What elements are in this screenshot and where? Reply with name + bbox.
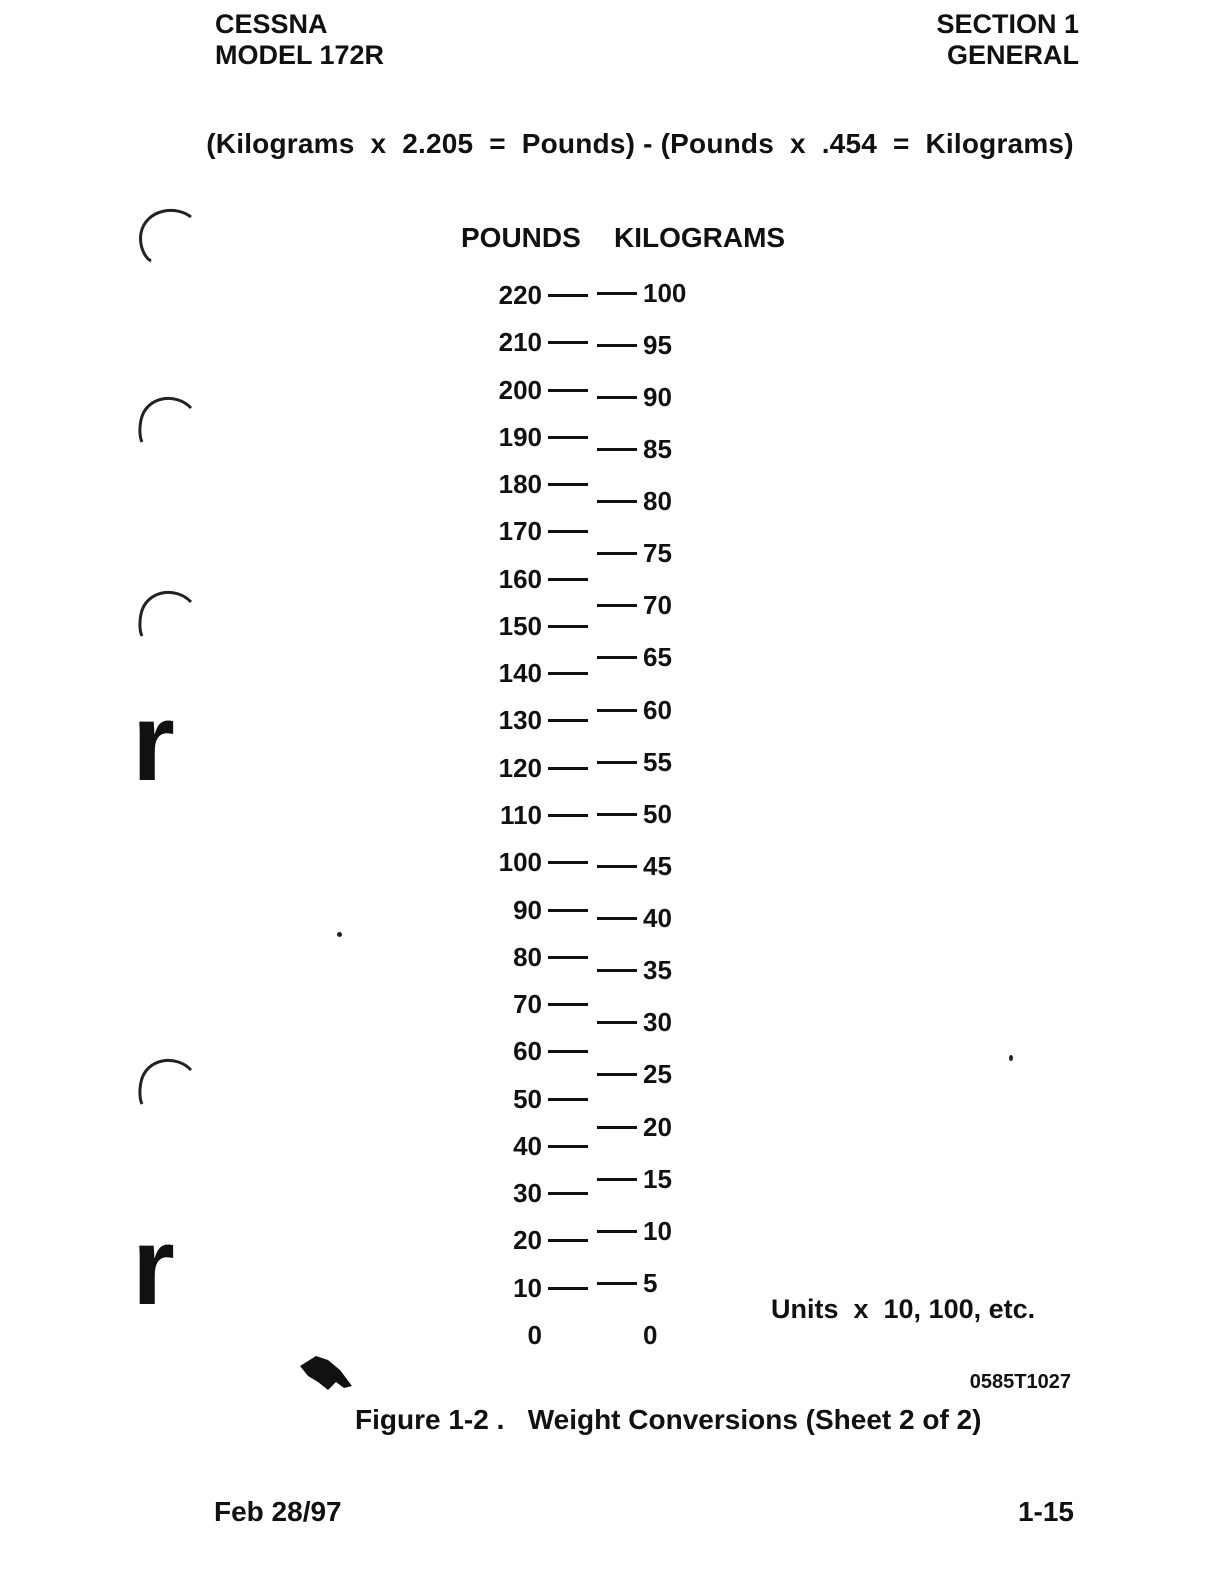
kilograms-label: 100	[643, 277, 687, 308]
kilograms-label: 75	[643, 538, 672, 569]
kilograms-label: 15	[643, 1163, 672, 1194]
pounds-tick	[548, 530, 588, 533]
kilograms-tick	[597, 1021, 637, 1024]
conversion-formula: (Kilograms x 2.205 = Pounds) - (Pounds x .454 = Kilograms)	[206, 128, 1074, 159]
kilograms-label: 40	[643, 903, 672, 934]
pounds-tick	[548, 1287, 588, 1290]
pounds-tick	[548, 1050, 588, 1053]
pounds-tick	[548, 341, 588, 344]
kilograms-tick	[597, 1282, 637, 1285]
kilograms-label: 20	[643, 1111, 672, 1142]
kilograms-tick	[597, 604, 637, 607]
kilograms-tick	[597, 1073, 637, 1076]
kilograms-tick	[597, 292, 637, 295]
pounds-tick	[548, 814, 588, 817]
margin-mark: r	[132, 681, 175, 804]
pounds-tick	[548, 483, 588, 486]
units-note: Units x 10, 100, etc.	[771, 1294, 1036, 1324]
kilograms-tick	[597, 969, 637, 972]
pounds-label: 50	[513, 1083, 542, 1114]
pounds-tick	[548, 625, 588, 628]
pounds-label: 40	[513, 1130, 542, 1161]
kilograms-label: 85	[643, 433, 672, 464]
hand-pointer-icon	[298, 1352, 356, 1394]
kilograms-tick	[597, 917, 637, 920]
pounds-label: 110	[500, 800, 542, 830]
kilograms-label: 5	[643, 1267, 658, 1298]
pounds-tick	[548, 389, 588, 392]
kilograms-label: 80	[643, 486, 672, 517]
kilograms-tick	[597, 761, 637, 764]
kilograms-tick	[597, 396, 637, 399]
header-model: MODEL 172R	[215, 40, 385, 70]
pounds-tick	[548, 1239, 588, 1242]
pounds-label: 100	[498, 847, 542, 878]
kilograms-label: 90	[643, 381, 672, 412]
pounds-label: 210	[498, 327, 542, 358]
pounds-label: 190	[498, 421, 542, 452]
kilograms-tick	[597, 865, 637, 868]
punch-hole-icon	[136, 1052, 196, 1112]
pounds-label: 130	[498, 705, 542, 736]
kilograms-tick	[597, 1230, 637, 1233]
kilograms-label: 30	[643, 1007, 672, 1038]
pounds-tick	[548, 719, 588, 722]
kilograms-tick	[597, 1126, 637, 1129]
pounds-tick	[548, 672, 588, 675]
kilograms-tick	[597, 552, 637, 555]
pounds-label: 70	[513, 989, 542, 1020]
pounds-label: 10	[513, 1272, 542, 1303]
kilograms-tick	[597, 500, 637, 503]
pounds-tick	[548, 861, 588, 864]
footer-date: Feb 28/97	[214, 1496, 342, 1527]
footer-page-number: 1-15	[1017, 1496, 1074, 1527]
kilograms-label: 70	[643, 590, 672, 621]
punch-hole-icon	[136, 203, 196, 263]
pounds-label: 200	[498, 374, 542, 405]
kilograms-label: 25	[643, 1059, 672, 1090]
kilograms-label: 35	[643, 955, 672, 986]
pounds-label: 20	[513, 1225, 542, 1256]
scan-speck	[1009, 1055, 1013, 1061]
pounds-label: 0	[527, 1320, 542, 1350]
pounds-tick	[548, 436, 588, 439]
figure-number: 0585T1027	[969, 1371, 1071, 1393]
pounds-label: 160	[498, 563, 542, 594]
kilograms-label: 55	[643, 746, 672, 777]
scan-speck	[337, 932, 342, 937]
margin-mark: r	[132, 1205, 175, 1328]
pounds-label: 150	[498, 610, 542, 641]
header-left	[215, 9, 384, 71]
header-right	[936, 9, 1079, 71]
pounds-label: 80	[513, 941, 542, 972]
pounds-tick	[548, 767, 588, 770]
pounds-label: 180	[498, 469, 542, 500]
figure-caption: Figure 1-2 . Weight Conversions (Sheet 2 of 2)	[355, 1404, 982, 1435]
kilograms-heading: KILOGRAMS	[614, 222, 786, 253]
kilograms-label: 10	[643, 1215, 672, 1246]
pounds-tick	[548, 956, 588, 959]
header-section-title: GENERAL	[946, 40, 1079, 70]
pounds-tick	[548, 1098, 588, 1101]
punch-hole-icon	[136, 584, 196, 644]
header-section: SECTION 1	[936, 9, 1079, 39]
header-manufacturer: CESSNA	[215, 9, 328, 39]
pounds-label: 60	[513, 1036, 542, 1067]
kilograms-tick	[597, 1178, 637, 1181]
kilograms-tick	[597, 656, 637, 659]
kilograms-label: 60	[643, 694, 672, 725]
pounds-tick	[548, 1145, 588, 1148]
pounds-tick	[548, 1192, 588, 1195]
kilograms-tick	[597, 709, 637, 712]
kilograms-tick	[597, 448, 637, 451]
kilograms-label: 45	[643, 850, 672, 881]
pounds-label: 120	[498, 752, 542, 783]
pounds-label: 220	[498, 280, 542, 310]
pounds-label: 170	[498, 516, 542, 547]
kilograms-label: 50	[643, 798, 672, 829]
pounds-tick	[548, 1003, 588, 1006]
punch-hole-icon	[136, 390, 196, 450]
pounds-label: 140	[498, 658, 542, 689]
pounds-label: 90	[513, 894, 542, 925]
kilograms-label: 65	[643, 642, 672, 673]
kilograms-tick	[597, 813, 637, 816]
kilograms-tick	[597, 344, 637, 347]
pounds-tick	[548, 578, 588, 581]
kilograms-label: 95	[643, 329, 672, 360]
kilograms-label: 0	[643, 1320, 658, 1350]
pounds-tick	[548, 909, 588, 912]
pounds-heading: POUNDS	[461, 222, 581, 253]
pounds-label: 30	[513, 1178, 542, 1209]
pounds-tick	[548, 294, 588, 297]
